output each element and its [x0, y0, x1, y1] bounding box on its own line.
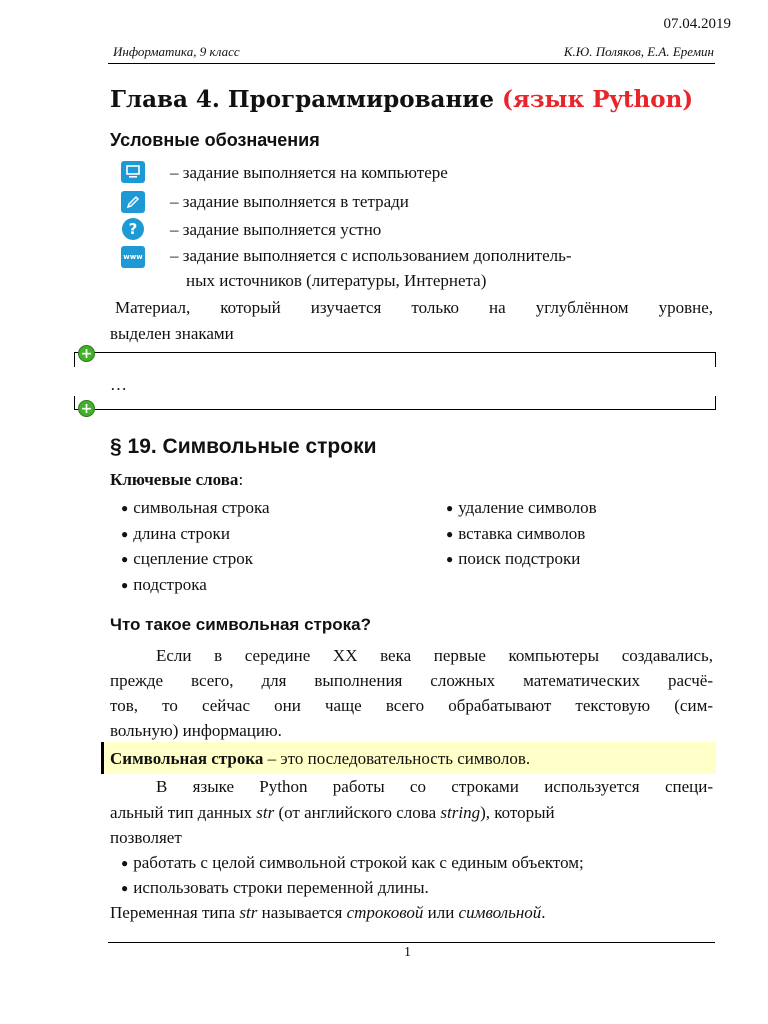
- keyword-item: ● длина строки: [121, 524, 230, 543]
- footer-rule: [108, 942, 715, 943]
- body-line: Переменная типа str называется строковой или символьной.: [110, 903, 546, 922]
- date-stamp: 07.04.2019: [663, 16, 731, 32]
- section-title: § 19. Символьные строки: [110, 435, 377, 458]
- advanced-note-line2: выделен знаками: [110, 324, 234, 343]
- legend-item-pencil: – задание выполняется в тетради: [170, 192, 409, 211]
- keyword-item: ● сцепление строк: [121, 549, 253, 568]
- plus-icon-top: +: [78, 345, 95, 362]
- keyword-item: ● поиск подстроки: [446, 549, 581, 568]
- advanced-ellipsis: …: [110, 375, 127, 394]
- keyword-item: ● символьная строка: [121, 498, 270, 517]
- header-rule: [108, 63, 715, 64]
- question-icon: ?: [122, 218, 144, 240]
- definition-text: Символьная строка – это последовательность символов.: [110, 749, 531, 768]
- body-line: альный тип данных str (от английского слова string), который: [110, 803, 555, 822]
- computer-icon: [121, 161, 145, 183]
- definition-term: Символьная строка: [110, 749, 264, 768]
- bullet-item: ● использовать строки переменной длины.: [121, 878, 429, 897]
- bullet-item: ● работать с целой символьной строкой как с единым объектом;: [121, 853, 584, 872]
- legend-item-www-line1: – задание выполняется с использованием дополнитель-: [170, 246, 572, 265]
- legend-item-question: – задание выполняется устно: [170, 220, 382, 239]
- page-number: 1: [404, 945, 411, 960]
- body-line: вольную) информацию.: [110, 721, 282, 740]
- body-line: В языке Python работы со строками используется специ-: [156, 777, 713, 796]
- advanced-box-top: [74, 352, 716, 367]
- www-icon: www: [121, 246, 145, 268]
- advanced-box-bottom: [74, 396, 716, 410]
- chapter-title: [110, 86, 693, 113]
- body-line: позволяет: [110, 828, 182, 847]
- keywords-label: Ключевые слова:: [110, 470, 244, 489]
- pencil-icon: [121, 191, 145, 213]
- chapter-title-main: Глава 4. Программирование: [110, 86, 502, 113]
- body-line: Если в середине XX века первые компьютеры создавались,: [156, 646, 713, 665]
- plus-icon-bottom: +: [78, 400, 95, 417]
- subsection-title: Что такое символьная строка?: [110, 615, 371, 634]
- header-course: Информатика, 9 класс: [113, 44, 240, 59]
- body-line: прежде всего, для выполнения сложных математических расчё-: [110, 671, 713, 690]
- legend-item-www-line2: ных источников (литературы, Интернета): [186, 271, 487, 290]
- chapter-title-highlight: (язык Python): [502, 86, 694, 113]
- legend-title: Условные обозначения: [110, 130, 320, 150]
- keyword-item: ● подстрока: [121, 575, 207, 594]
- header-authors: К.Ю. Поляков, Е.А. Еремин: [563, 44, 714, 59]
- body-line: тов, то сейчас они чаще всего обрабатывают текстовую (сим-: [110, 696, 713, 715]
- keyword-item: ● вставка символов: [446, 524, 586, 543]
- legend-item-computer: – задание выполняется на компьютере: [170, 163, 448, 182]
- advanced-note-line1: Материал, который изучается только на углублённом уровне,: [115, 298, 713, 317]
- keyword-item: ● удаление символов: [446, 498, 597, 517]
